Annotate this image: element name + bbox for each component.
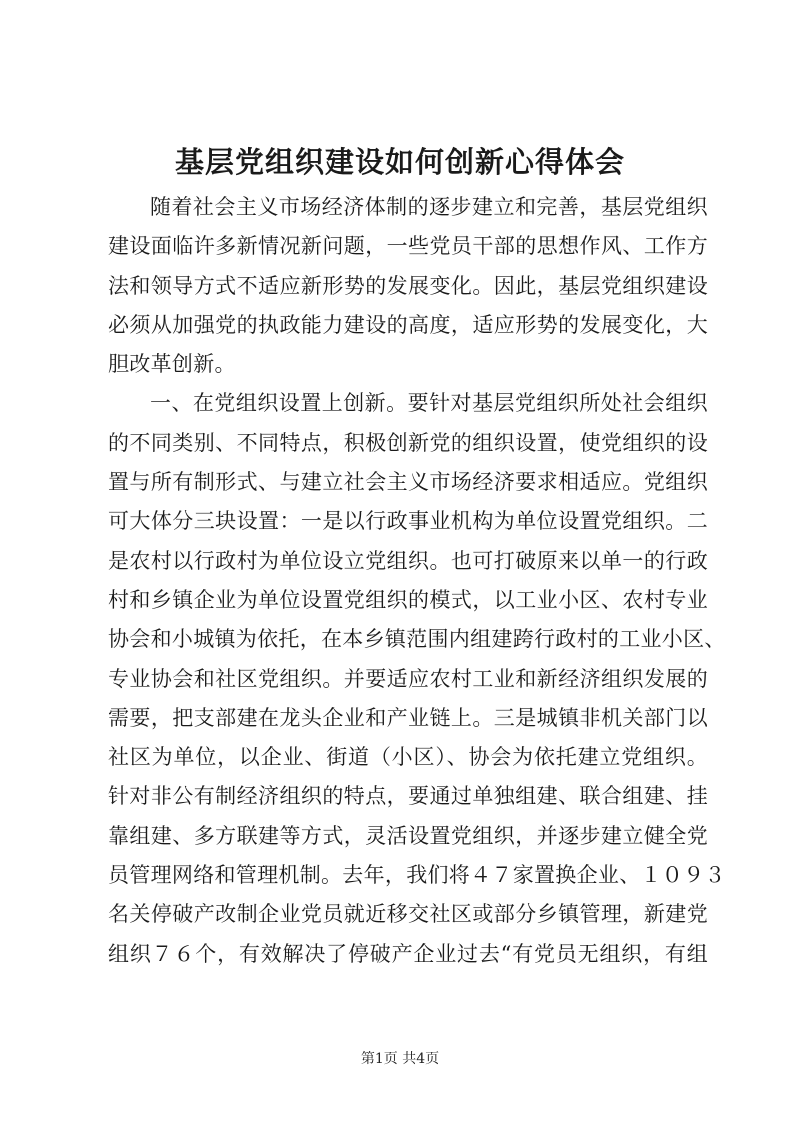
paragraph-line: 组织７６个，有效解决了停破产企业过去“有党员无组织，有组 — [108, 941, 708, 966]
paragraph-line: 针对非公有制经济组织的特点，要通过单独组建、联合组建、挂 — [108, 784, 708, 809]
paragraph-line: 置与所有制形式、与建立社会主义市场经济要求相适应。党组织 — [108, 470, 708, 495]
paragraph-line: 协会和小城镇为依托，在本乡镇范围内组建跨行政村的工业小区、 — [108, 627, 726, 652]
paragraph-line: 靠组建、多方联建等方式，灵活设置党组织，并逐步建立健全党 — [108, 823, 708, 848]
paragraph-line: 是农村以行政村为单位设立党组织。也可打破原来以单一的行政 — [108, 548, 708, 573]
paragraph-line: 法和领导方式不适应新形势的发展变化。因此，基层党组织建设 — [108, 273, 708, 298]
paragraph-line: 社区为单位，以企业、街道（小区）、协会为依托建立党组织。 — [108, 745, 708, 770]
document-title: 基层党组织建设如何创新心得体会 — [174, 145, 625, 179]
paragraph-line: 可大体分三块设置：一是以行政事业机构为单位设置党组织。二 — [108, 509, 708, 534]
paragraph-line: 员管理网络和管理机制。去年，我们将４７家置换企业、１０９３ — [108, 863, 726, 888]
paragraph-line: 必须从加强党的执政能力建设的高度，适应形势的发展变化，大 — [108, 312, 708, 337]
paragraph-line: 一、在党组织设置上创新。要针对基层党组织所处社会组织 — [150, 391, 708, 416]
paragraph-line: 的不同类别、不同特点，积极创新党的组织设置，使党组织的设 — [108, 430, 708, 455]
page-number: 第1页 共4页 — [360, 1051, 440, 1067]
paragraph-line: 建设面临许多新情况新问题，一些党员干部的思想作风、工作方 — [108, 234, 708, 259]
paragraph-line: 随着社会主义市场经济体制的逐步建立和完善，基层党组织 — [150, 195, 708, 219]
paragraph-line: 村和乡镇企业为单位设置党组织的模式，以工业小区、农村专业 — [108, 587, 708, 612]
paragraph-line: 名关停破产改制企业党员就近移交社区或部分乡镇管理，新建党 — [108, 902, 708, 927]
document-body — [108, 188, 726, 974]
paragraph-line: 需要，把支部建在龙头企业和产业链上。三是城镇非机关部门以 — [108, 705, 708, 730]
paragraph-line: 胆改革创新。 — [108, 352, 236, 377]
paragraph-line: 专业协会和社区党组织。并要适应农村工业和新经济组织发展的 — [108, 666, 708, 691]
